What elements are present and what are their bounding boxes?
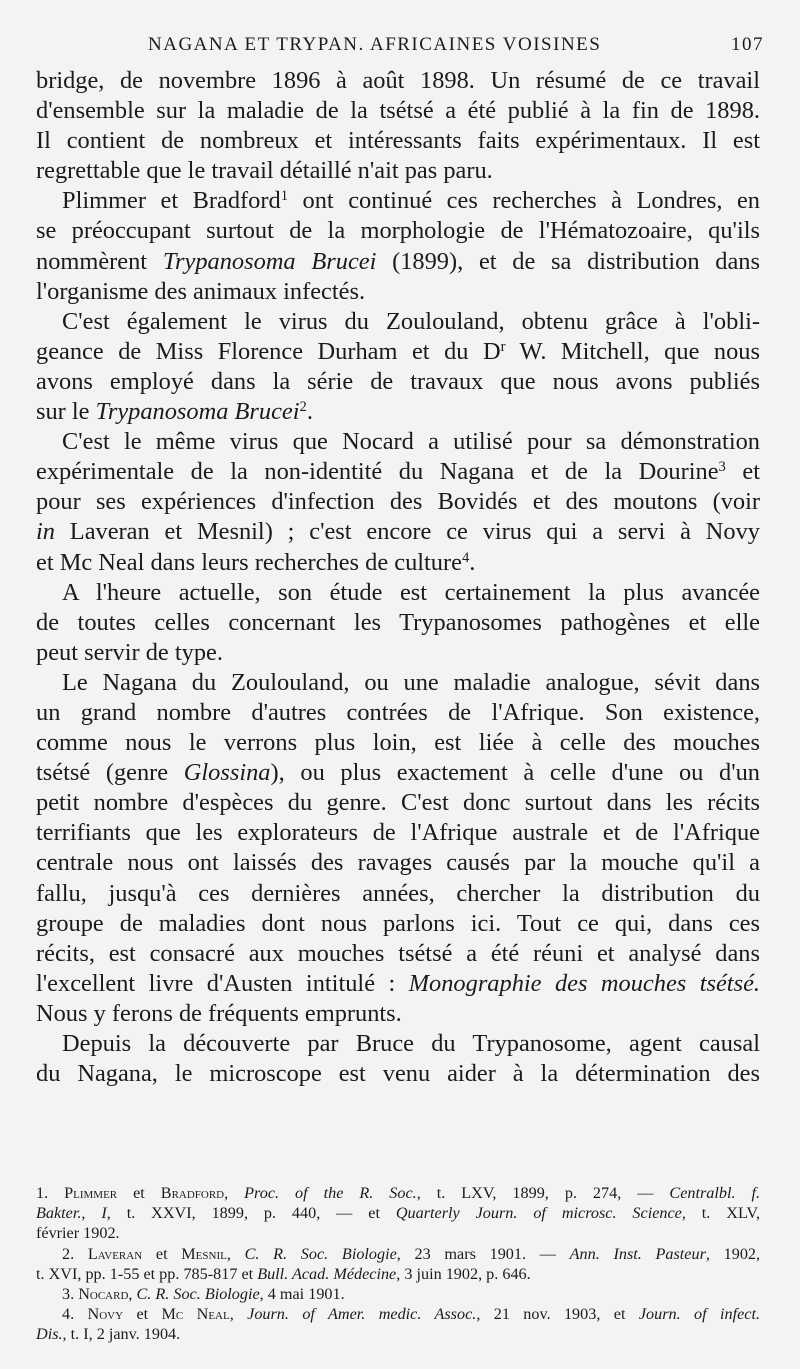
text-run: 2. xyxy=(62,1244,88,1263)
text-run: , 4 mai 1901. xyxy=(259,1284,345,1303)
text-run: avons employé dans la série de travaux que nous avons publiés xyxy=(36,367,760,395)
text-run: 4. xyxy=(62,1305,88,1324)
body-line xyxy=(36,638,760,668)
footnote-line xyxy=(36,1324,760,1344)
text-run: in xyxy=(36,518,55,546)
footnote-marker: 1 xyxy=(280,188,288,205)
footnote-line xyxy=(36,1183,760,1203)
text-run: février 1902. xyxy=(36,1224,120,1243)
body-line xyxy=(36,548,760,578)
body-line xyxy=(36,487,760,517)
text-run: Bakter. xyxy=(36,1204,82,1223)
text-run: Laveran xyxy=(87,1244,143,1263)
text-run: , t. I, 2 janv. 1904. xyxy=(62,1325,181,1344)
footnote-line xyxy=(36,1244,760,1264)
text-run: , xyxy=(128,1284,137,1303)
text-run: I xyxy=(101,1204,107,1223)
text-run: ont continué ces recherches à Londres, en xyxy=(288,187,760,215)
text-run: Journ. of Amer. medic. Assoc. xyxy=(247,1305,477,1324)
body-line xyxy=(36,848,760,878)
body-line xyxy=(36,788,760,818)
page-number: 107 xyxy=(731,34,764,55)
body-line xyxy=(36,758,760,788)
body-line xyxy=(36,247,760,277)
text-run: Proc. of the R. Soc. xyxy=(244,1184,417,1202)
text-run: Depuis la découverte par Bruce du Trypanosome, agent causal xyxy=(62,1030,760,1057)
text-run: Quarterly Journ. of microsc. Science xyxy=(395,1204,682,1223)
text-run: groupe de maladies dont nous parlons ici. Tout ce qui, dans ces xyxy=(36,909,760,937)
body-line xyxy=(36,337,760,367)
body-line xyxy=(36,999,760,1029)
body-line xyxy=(36,367,760,397)
text-run: Plimmer xyxy=(64,1184,118,1202)
footnote-line xyxy=(36,1203,760,1223)
text-run: Dis. xyxy=(36,1325,63,1344)
text-run: Le Nagana du Zoulouland, ou une maladie analogue, sévit dans xyxy=(62,668,760,696)
text-run: . xyxy=(469,548,476,576)
body-line xyxy=(36,277,760,307)
text-run: Mc Neal xyxy=(161,1305,230,1324)
text-run: Ann. Inst. Pasteur xyxy=(569,1244,706,1263)
text-run: d'ensemble sur la maladie de la tsétsé a été publié à la fin de 1898. xyxy=(36,97,760,125)
body-line xyxy=(36,698,760,728)
text-run: Plimmer et Bradford xyxy=(62,187,281,215)
body-line xyxy=(36,578,760,608)
text-run: , 23 mars 1901. — xyxy=(396,1244,570,1263)
text-run: , xyxy=(226,1244,245,1263)
text-run: se préoccupant surtout de la morphologie de l'Hématozoaire, qu'ils xyxy=(36,217,760,245)
footnote-line xyxy=(36,1284,760,1304)
text-run: ), ou plus exactement à celle d'une ou d'un xyxy=(270,759,760,787)
text-run: A l'heure actuelle, son étude est certainement la plus avancée xyxy=(62,578,760,606)
text-run: Monographie des mouches tsétsé. xyxy=(408,969,760,997)
body-line xyxy=(36,818,760,848)
body-line xyxy=(36,909,760,939)
text-run: fallu, jusqu'à ces dernières années, chercher la distribution du xyxy=(36,879,760,907)
text-run: Trypanosoma Brucei xyxy=(95,398,300,426)
text-run: sur le xyxy=(36,398,96,426)
text-run: 3. xyxy=(62,1284,79,1303)
footnote-marker: 3 xyxy=(718,459,726,476)
text-run: tsétsé (genre xyxy=(36,759,184,787)
body-line xyxy=(36,126,760,156)
text-run: Bull. Acad. Médecine xyxy=(257,1264,397,1283)
text-run: peut servir de type. xyxy=(36,638,223,666)
body-text xyxy=(36,66,760,1089)
text-run: , xyxy=(81,1204,102,1223)
body-line xyxy=(36,307,760,337)
text-run: pour ses expériences d'infection des Bovidés et des moutons (voir xyxy=(36,488,760,516)
footnote-marker: 2 xyxy=(299,398,307,415)
footnotes xyxy=(36,1183,760,1345)
running-title: NAGANA ET TRYPAN. AFRICAINES VOISINES xyxy=(148,34,602,55)
text-run: Laveran et Mesnil) ; c'est encore ce virus qui a servi à Novy xyxy=(54,518,760,546)
body-line xyxy=(36,397,760,427)
text-run: , t. LXV, 1899, p. 274, — xyxy=(416,1184,670,1202)
footnote-line xyxy=(36,1264,760,1284)
body-line xyxy=(36,608,760,638)
text-run: , xyxy=(229,1305,248,1324)
footnote-line xyxy=(36,1223,760,1243)
text-run: Mesnil xyxy=(181,1244,227,1263)
text-run: C'est le même virus que Nocard a utilisé pour sa démonstration xyxy=(62,428,760,456)
text-run: W. Mitchell, que nous xyxy=(505,337,760,365)
text-run: et Mc Neal dans leurs recherches de culture xyxy=(36,548,462,576)
body-line xyxy=(36,156,760,186)
text-run: l'excellent livre d'Austen intitulé : xyxy=(36,969,409,997)
text-run: l'organisme des animaux infectés. xyxy=(36,277,366,305)
body-line xyxy=(36,879,760,909)
footnote-marker: 4 xyxy=(461,549,470,566)
text-run: terrifiants que les explorateurs de l'Afrique australe et de l'Afrique xyxy=(36,819,760,847)
footnote-marker: r xyxy=(500,338,506,355)
text-run: nommèrent xyxy=(36,247,163,275)
body-line xyxy=(36,1059,760,1089)
text-run: , 21 nov. 1903, et xyxy=(476,1305,639,1324)
body-line xyxy=(36,728,760,758)
body-line xyxy=(36,66,760,96)
text-run: Il contient de nombreux et intéressants faits expérimentaux. Il est xyxy=(36,127,760,155)
body-line xyxy=(36,427,760,457)
text-run: , 1902, xyxy=(705,1244,761,1263)
text-run: , t. XXVI, 1899, p. 440, — et xyxy=(106,1204,396,1223)
text-run: récits, est consacré aux mouches tsétsé a été réuni et analysé dans xyxy=(36,939,760,967)
text-run: et xyxy=(117,1184,161,1202)
body-line xyxy=(36,969,760,999)
text-run: centrale nous ont laissés des ravages causés par la mouche qu'il a xyxy=(36,849,760,877)
body-line xyxy=(36,939,760,969)
text-run: un grand nombre d'autres contrées de l'Afrique. Son existence, xyxy=(36,698,760,726)
text-run: Novy xyxy=(87,1305,124,1324)
text-run: C'est également le virus du Zoulouland, obtenu grâce à l'obli- xyxy=(62,307,760,335)
text-run: . xyxy=(306,398,313,426)
running-head xyxy=(0,34,800,62)
body-line xyxy=(36,457,760,487)
text-run: 1. xyxy=(36,1184,65,1202)
text-run: Nocard xyxy=(78,1284,129,1303)
text-run: de toutes celles concernant les Trypanosomes pathogènes et elle xyxy=(36,608,760,636)
text-run: , 3 juin 1902, p. 646. xyxy=(396,1264,531,1283)
text-run: geance de Miss Florence Durham et du D xyxy=(36,337,501,365)
text-run: du Nagana, le microscope est venu aider à la détermination des xyxy=(36,1060,760,1088)
body-line xyxy=(36,96,760,126)
body-line xyxy=(36,668,760,698)
text-run: , xyxy=(224,1184,245,1202)
text-run: t. XVI, pp. 1-55 et pp. 785-817 et xyxy=(36,1264,258,1283)
body-line xyxy=(36,1029,760,1059)
text-run: C. R. Soc. Biologie xyxy=(244,1244,397,1263)
text-run: C. R. Soc. Biologie xyxy=(136,1284,260,1303)
text-run: regrettable que le travail détaillé n'ait pas paru. xyxy=(36,157,493,185)
text-run: bridge, de novembre 1896 à août 1898. Un résumé de ce travail xyxy=(36,67,760,94)
text-run: expérimentale de la non-identité du Nagana et de la Dourine xyxy=(36,458,719,486)
body-line xyxy=(36,517,760,547)
text-run: petit nombre d'espèces du genre. C'est donc surtout dans les récits xyxy=(36,789,760,817)
footnote-line xyxy=(36,1304,760,1324)
text-run: comme nous le verrons plus loin, est liée à celle des mouches xyxy=(36,729,760,757)
text-run: Nous y ferons de fréquents emprunts. xyxy=(36,999,402,1027)
text-run: Bradford xyxy=(160,1184,225,1202)
text-run: Centralbl. f. xyxy=(669,1184,761,1202)
text-run: et xyxy=(142,1244,182,1263)
text-run: Trypanosoma Brucei xyxy=(162,247,377,275)
text-run: et xyxy=(725,458,760,486)
text-run: Glossina xyxy=(183,759,271,787)
text-run: et xyxy=(123,1305,162,1324)
text-run: (1899), et de sa distribution dans xyxy=(376,247,760,275)
text-run: Journ. of infect. xyxy=(638,1305,761,1324)
body-line xyxy=(36,216,760,246)
text-run: , t. XLV, xyxy=(681,1204,761,1223)
body-line xyxy=(36,186,760,216)
